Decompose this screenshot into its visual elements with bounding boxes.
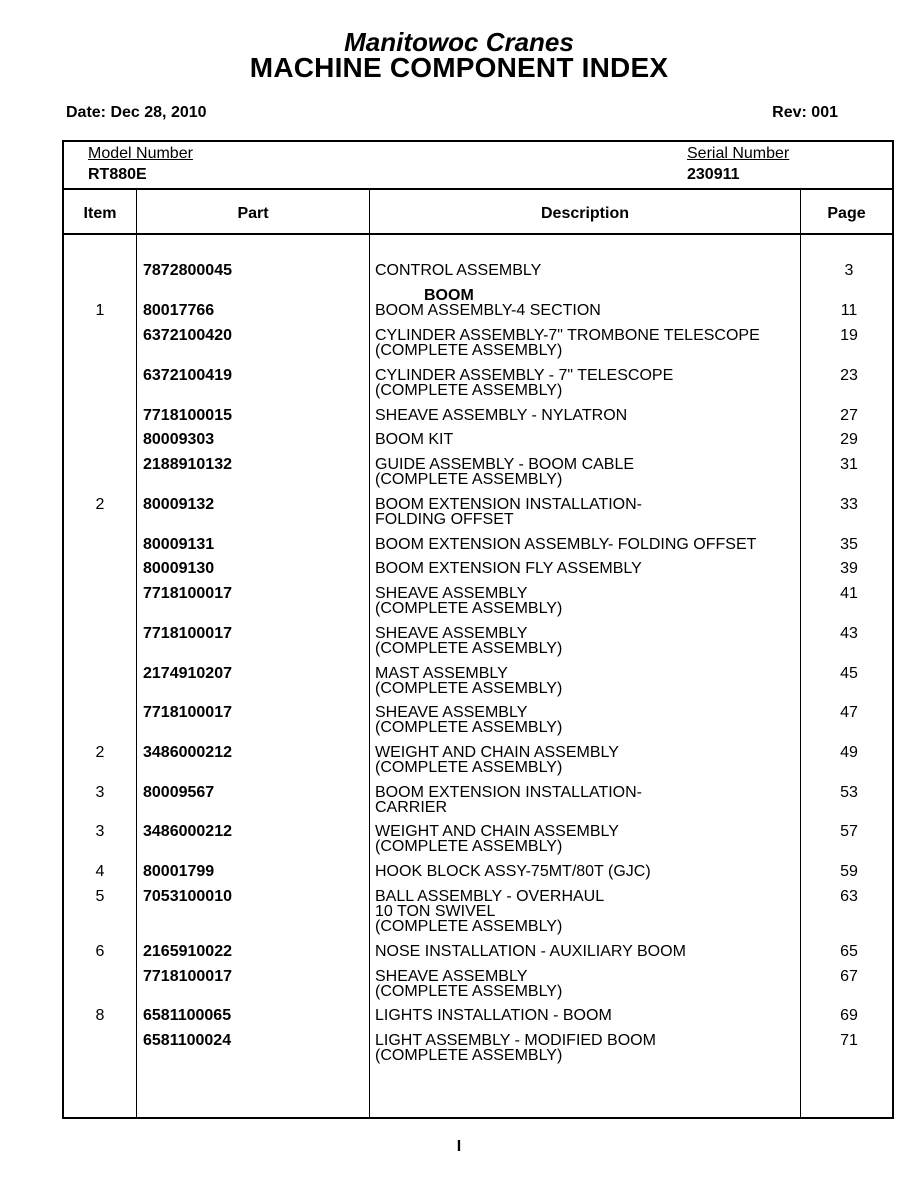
row-description — [375, 785, 795, 815]
row-part-number: 80001799 — [143, 863, 215, 880]
serial-number-label: Serial Number — [687, 145, 790, 162]
row-part-number: 80009130 — [143, 560, 215, 577]
row-item-number: 1 — [95, 302, 105, 319]
row-page-number: 47 — [840, 704, 858, 721]
row-page-number: 67 — [840, 968, 858, 985]
row-part-number: 2165910022 — [143, 943, 232, 960]
row-page-number: 23 — [840, 367, 858, 384]
row-description-line: BOOM KIT — [375, 431, 454, 448]
row-description-line: (COMPLETE ASSEMBLY) — [375, 838, 563, 855]
header-top-rule — [62, 188, 894, 190]
row-description-line: CYLINDER ASSEMBLY - 7" TELESCOPE — [375, 367, 674, 384]
row-part-number: 6372100420 — [143, 327, 232, 344]
column-header-description: Description — [540, 205, 629, 222]
row-item-number: 4 — [95, 863, 105, 880]
row-description-line: NOSE INSTALLATION - AUXILIARY BOOM — [375, 943, 686, 960]
row-part-number: 7053100010 — [143, 888, 232, 905]
row-description — [375, 745, 795, 775]
row-description — [375, 263, 795, 278]
document-revision: Rev: 001 — [772, 104, 838, 121]
row-description-line: (COMPLETE ASSEMBLY) — [375, 719, 563, 736]
row-description-line: GUIDE ASSEMBLY - BOOM CABLE — [375, 456, 635, 473]
row-part-number: 2174910207 — [143, 665, 232, 682]
document-date: Date: Dec 28, 2010 — [66, 104, 207, 121]
row-description-line: (COMPLETE ASSEMBLY) — [375, 1047, 563, 1064]
row-item-number: 8 — [95, 1007, 105, 1024]
row-page-number: 35 — [840, 536, 858, 553]
row-part-number: 7718100017 — [143, 585, 232, 602]
row-description-line: CONTROL ASSEMBLY — [375, 262, 542, 279]
row-item-number: 6 — [95, 943, 105, 960]
row-description — [375, 666, 795, 696]
row-description — [375, 705, 795, 735]
document-title: MACHINE COMPONENT INDEX — [249, 52, 669, 83]
page-number: I — [456, 1138, 462, 1155]
row-description-line: (COMPLETE ASSEMBLY) — [375, 471, 563, 488]
row-description — [375, 969, 795, 999]
row-description — [375, 537, 795, 552]
row-page-number: 41 — [840, 585, 858, 602]
row-part-number: 2188910132 — [143, 456, 232, 473]
model-number-label: Model Number — [88, 145, 193, 162]
row-page-number: 63 — [840, 888, 858, 905]
row-description — [375, 561, 795, 576]
row-description-line: (COMPLETE ASSEMBLY) — [375, 382, 563, 399]
row-description-line: BALL ASSEMBLY - OVERHAUL — [375, 888, 605, 905]
row-description-line: 10 TON SWIVEL — [375, 903, 496, 920]
row-page-number: 27 — [840, 407, 858, 424]
row-part-number: 80009131 — [143, 536, 215, 553]
column-divider-part — [369, 190, 370, 1119]
row-part-number: 80009567 — [143, 784, 215, 801]
row-description-line: CYLINDER ASSEMBLY-7" TROMBONE TELESCOPE — [375, 327, 760, 344]
row-part-number: 80009132 — [143, 496, 215, 513]
row-page-number: 3 — [844, 262, 854, 279]
row-description-line: (COMPLETE ASSEMBLY) — [375, 759, 563, 776]
row-description-line: LIGHTS INSTALLATION - BOOM — [375, 1007, 612, 1024]
row-page-number: 11 — [840, 302, 858, 319]
row-description-line: SHEAVE ASSEMBLY — [375, 704, 528, 721]
row-description-line: FOLDING OFFSET — [375, 511, 514, 528]
row-description-line: BOOM EXTENSION INSTALLATION- — [375, 496, 642, 513]
row-page-number: 45 — [840, 665, 858, 682]
row-description-line: LIGHT ASSEMBLY - MODIFIED BOOM — [375, 1032, 656, 1049]
row-page-number: 19 — [840, 327, 858, 344]
row-description-line: (COMPLETE ASSEMBLY) — [375, 918, 563, 935]
row-page-number: 33 — [840, 496, 858, 513]
row-description — [375, 626, 795, 656]
row-page-number: 57 — [840, 823, 858, 840]
row-page-number: 49 — [840, 744, 858, 761]
row-description — [375, 1033, 795, 1063]
row-description — [375, 586, 795, 616]
row-description-line: SHEAVE ASSEMBLY — [375, 585, 528, 602]
row-description-line: SHEAVE ASSEMBLY - NYLATRON — [375, 407, 628, 424]
row-part-number: 80009303 — [143, 431, 215, 448]
column-header-item: Item — [83, 205, 117, 222]
row-part-number: 7718100017 — [143, 704, 232, 721]
row-description — [375, 864, 795, 879]
row-description-line: HOOK BLOCK ASSY-75MT/80T (GJC) — [375, 863, 651, 880]
row-description-line: CARRIER — [375, 799, 448, 816]
company-name: Manitowoc Cranes — [344, 27, 574, 57]
row-description — [375, 368, 795, 398]
row-item-number: 5 — [95, 888, 105, 905]
row-page-number: 29 — [840, 431, 858, 448]
row-item-number: 3 — [95, 823, 105, 840]
row-item-number: 2 — [95, 496, 105, 513]
row-description — [375, 824, 795, 854]
row-description-line: (COMPLETE ASSEMBLY) — [375, 680, 563, 697]
row-description-line: WEIGHT AND CHAIN ASSEMBLY — [375, 823, 619, 840]
row-description — [375, 303, 795, 318]
row-description-line: (COMPLETE ASSEMBLY) — [375, 983, 563, 1000]
row-part-number: 3486000212 — [143, 823, 232, 840]
row-description-line: SHEAVE ASSEMBLY — [375, 968, 528, 985]
serial-number-value: 230911 — [687, 166, 740, 183]
row-description — [375, 1008, 795, 1023]
row-part-number: 3486000212 — [143, 744, 232, 761]
row-description-line: WEIGHT AND CHAIN ASSEMBLY — [375, 744, 619, 761]
row-description-line: (COMPLETE ASSEMBLY) — [375, 342, 563, 359]
row-part-number: 7872800045 — [143, 262, 232, 279]
row-description — [375, 432, 795, 447]
row-description-line: (COMPLETE ASSEMBLY) — [375, 600, 563, 617]
column-divider-item — [136, 190, 137, 1119]
row-description-line: BOOM EXTENSION INSTALLATION- — [375, 784, 642, 801]
row-description — [375, 889, 795, 934]
row-description — [375, 328, 795, 358]
row-description — [375, 457, 795, 487]
row-description-line: SHEAVE ASSEMBLY — [375, 625, 528, 642]
model-number-value: RT880E — [88, 166, 147, 183]
row-description-line: MAST ASSEMBLY — [375, 665, 508, 682]
row-part-number: 6372100419 — [143, 367, 232, 384]
row-item-number: 2 — [95, 744, 105, 761]
row-part-number: 6581100024 — [143, 1032, 232, 1049]
row-page-number: 65 — [840, 943, 858, 960]
row-description — [375, 944, 795, 959]
row-part-number: 7718100017 — [143, 625, 232, 642]
row-description-line: BOOM ASSEMBLY-4 SECTION — [375, 302, 601, 319]
row-page-number: 53 — [840, 784, 858, 801]
row-description — [375, 497, 795, 527]
row-item-number: 3 — [95, 784, 105, 801]
row-page-number: 71 — [840, 1032, 858, 1049]
row-description-line: BOOM EXTENSION FLY ASSEMBLY — [375, 560, 642, 577]
section-title: BOOM — [424, 287, 474, 304]
row-part-number: 80017766 — [143, 302, 215, 319]
row-page-number: 69 — [840, 1007, 858, 1024]
column-header-part: Part — [237, 205, 269, 222]
row-part-number: 7718100017 — [143, 968, 232, 985]
row-page-number: 43 — [840, 625, 858, 642]
row-part-number: 7718100015 — [143, 407, 232, 424]
header-bottom-rule — [62, 233, 894, 235]
row-description — [375, 408, 795, 423]
row-description-line: BOOM EXTENSION ASSEMBLY- FOLDING OFFSET — [375, 536, 757, 553]
row-part-number: 6581100065 — [143, 1007, 232, 1024]
row-page-number: 31 — [840, 456, 858, 473]
row-description-line: (COMPLETE ASSEMBLY) — [375, 640, 563, 657]
row-page-number: 59 — [840, 863, 858, 880]
row-page-number: 39 — [840, 560, 858, 577]
column-header-page: Page — [827, 205, 866, 222]
